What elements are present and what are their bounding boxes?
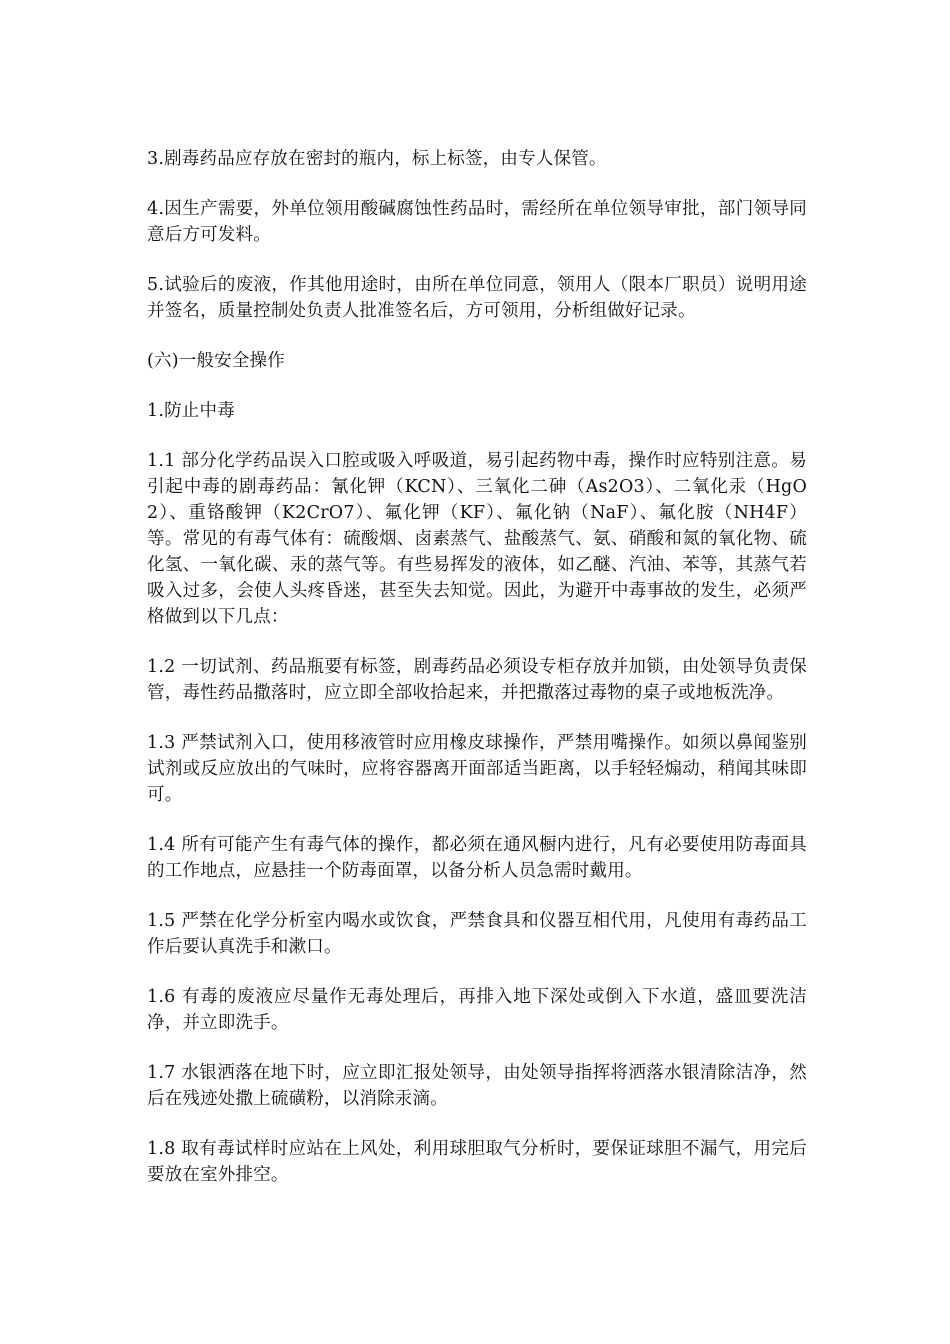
document-body [147,146,807,1212]
paragraph-1-2: 1.2 一切试剂、药品瓶要有标签，剧毒药品必须设专柜存放并加锁，由处领导负责保管，毒性药品撒落时，应立即全部收拾起来，并把撒落过毒物的桌子或地板洗净。 [147,657,807,703]
section-heading-general-safety: (六)一般安全操作 [147,351,285,371]
paragraph-5-waste-liquid: 5.试验后的废液，作其他用途时，由所在单位同意，领用人（限本厂职员）说明用途并签名，质量控制处负责人批准签名后，方可领用，分析组做好记录。 [147,275,807,321]
paragraph-1-8: 1.8 取有毒试样时应站在上风处，利用球胆取气分析时，要保证球胆不漏气，用完后要放在室外排空。 [147,1139,807,1185]
paragraph-1-5: 1.5 严禁在化学分析室内喝水或饮食，严禁食具和仪器互相代用，凡使用有毒药品工作后要认真洗手和漱口。 [147,911,807,957]
paragraph-1-6: 1.6 有毒的废液应尽量作无毒处理后，再排入地下深处或倒入下水道，盛皿要洗洁净，并立即洗手。 [147,987,807,1033]
paragraph-1-4: 1.4 所有可能产生有毒气体的操作，都必须在通风橱内进行，凡有必要使用防毒面具的工作地点，应悬挂一个防毒面罩，以备分析人员急需时戴用。 [147,835,807,881]
paragraph-1-3: 1.3 严禁试剂入口，使用移液管时应用橡皮球操作，严禁用嘴操作。如须以鼻闻鉴别试剂或反应放出的气味时，应将容器离开面部适当距离，以手轻轻煽动，稍闻其味即可。 [147,733,807,805]
subheading-prevent-poisoning: 1.防止中毒 [147,401,235,421]
paragraph-1-7: 1.7 水银洒落在地下时，应立即汇报处领导，由处领导指挥将洒落水银清除洁净，然后在残迹处撒上硫磺粉，以消除汞滴。 [147,1063,807,1109]
paragraph-3-storage: 3.剧毒药品应存放在密封的瓶内，标上标签，由专人保管。 [147,149,607,169]
paragraph-4-approval: 4.因生产需要，外单位领用酸碱腐蚀性药品时，需经所在单位领导审批，部门领导同意后方可发料。 [147,199,807,245]
paragraph-1-1: 1.1 部分化学药品误入口腔或吸入呼吸道，易引起药物中毒，操作时应特别注意。易引起中毒的剧毒药品：氰化钾（KCN）、三氧化二砷（As2O3）、二氧化汞（HgO2）、重铬酸钾（K2CrO7）、氟化钾（KF）、氟化钠（NaF）、氟化胺（NH4F）等。常见的有毒气体有：硫酸烟、卤素蒸气、盐酸蒸气、氨、硝酸和氮的氧化物、硫化氢、一氧化碳、汞的蒸气等。有些易挥发的液体，如乙醚、汽油、苯等，其蒸气若吸入过多，会使人头疼昏迷，甚至失去知觉。因此，为避开中毒事故的发生，必须严格做到以下几点： [147,451,807,627]
